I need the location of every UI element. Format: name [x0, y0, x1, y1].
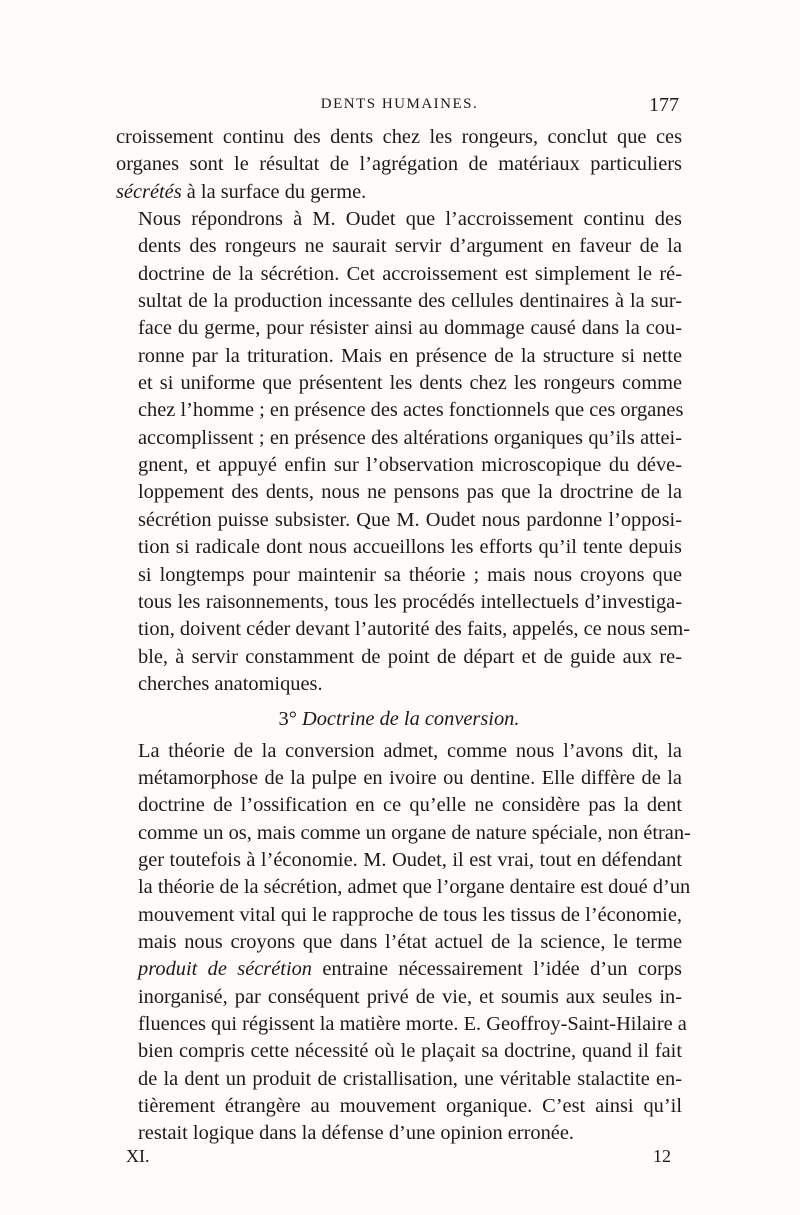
text-line: gnent, et appuyé enfin sur l’observation microscopique du déve- — [138, 454, 682, 477]
text-line: La théorie de la conversion admet, comme nous l’avons dit, la — [138, 739, 682, 762]
gathering-number: 12 — [653, 1146, 671, 1166]
text-line: organes sont le résultat de l’agrégation de matériaux particuliers — [116, 153, 682, 176]
text-line: tion si radicale dont nous accueillons les efforts qu’il tente depuis — [138, 536, 682, 559]
text-line: métamorphose de la pulpe en ivoire ou dentine. Elle diffère de la — [138, 766, 682, 789]
text-line: ronne par la trituration. Mais en présence de la structure si nette — [138, 344, 682, 367]
text-line: produit de sécrétion entraine nécessairement l’idée d’un corps — [138, 958, 682, 981]
text-line: ger toutefois à l’économie. M. Oudet, il est vrai, tout en défendant — [138, 848, 682, 871]
text-line: face du germe, pour résister ainsi au dommage causé dans la cou- — [138, 317, 682, 340]
paragraph — [116, 738, 691, 1148]
text-line: bien compris cette nécessité où le plaçait sa doctrine, quand il fait — [138, 1040, 682, 1063]
section-number: 3° — [278, 708, 302, 731]
text-line: tion, doivent céder devant l’autorité des faits, appelés, ce nous sem- — [138, 618, 691, 641]
text-line: sécrétion puisse subsister. Que M. Oudet nous pardonne l’opposi- — [138, 508, 682, 531]
text-line: loppement des dents, nous ne pensons pas que la droctrine de la — [138, 481, 682, 504]
text-line: et si uniforme que présentent les dents chez les rongeurs comme — [138, 372, 682, 395]
text-line: la théorie de la sécrétion, admet que l’organe dentaire est doué d’un — [138, 876, 691, 899]
text-line: restait logique dans la défense d’une opinion erronée. — [138, 1122, 574, 1145]
text-line: de la dent un produit de cristallisation, une véritable stalactite en- — [138, 1067, 682, 1090]
text-line: mais nous croyons que dans l’état actuel de la science, le terme — [138, 930, 682, 953]
text-line: fluences qui régissent la matière morte. E. Geoffroy-Saint-Hilaire a — [138, 1013, 687, 1035]
section-heading — [116, 706, 682, 733]
text-line: Nous répondrons à M. Oudet que l’accroissement continu des — [138, 208, 682, 231]
signature-mark: XI. — [126, 1146, 150, 1166]
text-line: tièrement étrangère au mouvement organique. C’est ainsi qu’il — [138, 1095, 682, 1118]
text-line: croissement continu des dents chez les rongeurs, conclut que ces — [116, 126, 682, 148]
text-line: si longtemps pour maintenir sa théorie ; mais nous croyons que — [138, 563, 682, 586]
running-head — [118, 96, 681, 120]
text-line: mouvement vital qui le rapproche de tous les tissus de l’économie, — [138, 903, 682, 926]
text-line: comme un os, mais comme un organe de nature spéciale, non étran- — [138, 821, 691, 844]
section-title: Doctrine de la conversion. — [302, 708, 520, 731]
italic-term: produit de sécrétion — [138, 958, 313, 981]
text-line: accomplissent ; en présence des altérations organiques qu’ils attei- — [138, 426, 682, 449]
text-line: sultat de la production incessante des cellules dentinaires à la sur- — [138, 290, 682, 313]
text-line: ble, à servir constamment de point de départ et de guide aux re- — [138, 645, 682, 668]
text-line: doctrine de la sécrétion. Cet accroissement est simplement le ré- — [138, 262, 682, 285]
running-title: DENTS HUMAINES. — [320, 96, 479, 112]
text-line: sécrétés à la surface du germe. — [116, 180, 367, 203]
text-line: dents des rongeurs ne saurait servir d’argument en faveur de la — [138, 235, 682, 258]
page-footer — [118, 1146, 681, 1170]
text-line: tous les raisonnements, tous les procédés intellectuels d’investiga- — [138, 590, 682, 613]
paragraph — [116, 206, 691, 698]
page-number: 177 — [649, 94, 679, 116]
paragraph — [116, 124, 682, 206]
text-line: cherches anatomiques. — [138, 672, 323, 695]
text-line: chez l’homme ; en présence des actes fonctionnels que ces organes — [138, 399, 684, 422]
italic-term: sécrétés — [116, 180, 182, 203]
text-line: doctrine de l’ossification en ce qu’elle ne considère pas la dent — [138, 794, 682, 817]
text-line: inorganisé, par conséquent privé de vie, et soumis aux seules in- — [138, 985, 682, 1008]
body-text — [116, 124, 691, 1148]
